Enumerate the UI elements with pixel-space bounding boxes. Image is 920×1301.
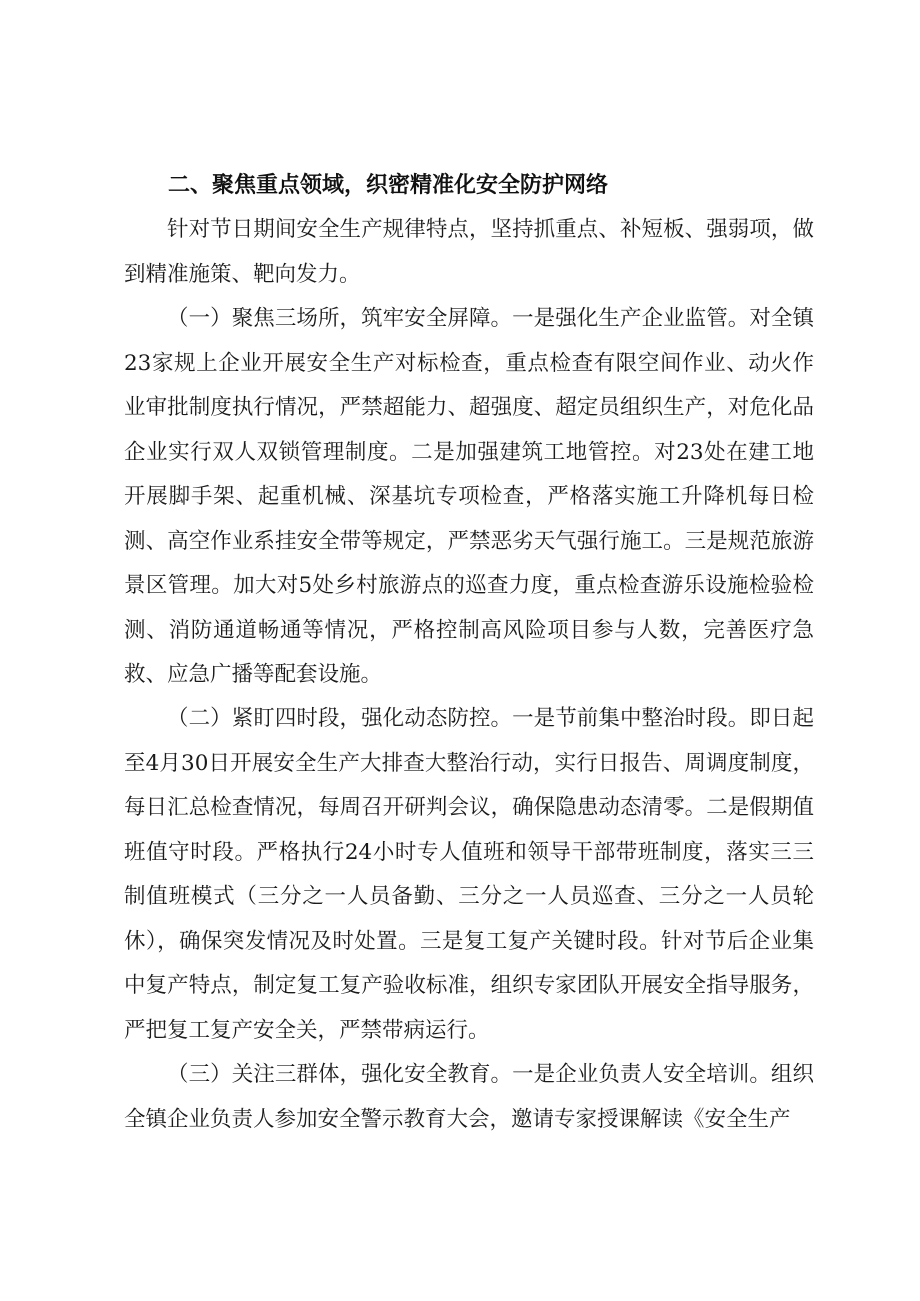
paragraph-four-periods: （二）紧盯四时段，强化动态防控。一是节前集中整治时段。即日起至4月30日开展安全生产大排查大整治行动，实行日报告、周调度制度，每日汇总检查情况，每周召开研判会议，确保隐患动态清零。二是假期值班值守时段。严格执行24小时专人值班和领导干部带班制度，落实三三制值班模式（三分之一人员备勤、三分之一人员巡查、三分之一人员轮休），确保突发情况及时处置。三是复工复产关键时段。针对节后企业集中复产特点，制定复工复产验收标准，组织专家团队开展安全指导服务，严把复工复产安全关，严禁带病运行。	[124, 706, 814, 1043]
paragraph-three-sites: （一）聚焦三场所，筑牢安全屏障。一是强化生产企业监管。对全镇23家规上企业开展安全生产对标检查，重点检查有限空间作业、动火作业审批制度执行情况，严禁超能力、超强度、超定员组织生产，对危化品企业实行双人双锁管理制度。二是加强建筑工地管控。对23处在建工地开展脚手架、起重机械、深基坑专项检查，严格落实施工升降机每日检测、高空作业系挂安全带等规定，严禁恶劣天气强行施工。三是规范旅游景区管理。加大对5处乡村旅游点的巡查力度，重点检查游乐设施检验检测、消防通道畅通等情况，严格控制高风险项目参与人数，完善医疗急救、应急广播等配套设施。	[124, 306, 814, 687]
paragraph-three-groups: （三）关注三群体，强化安全教育。一是企业负责人安全培训。组织全镇企业负责人参加安全警示教育大会，邀请专家授课解读《安全生产	[124, 1062, 814, 1132]
paragraph-intro: 针对节日期间安全生产规律特点，坚持抓重点、补短板、强弱项，做到精准施策、靶向发力。	[124, 217, 814, 287]
section-heading: 二、聚焦重点领域，织密精准化安全防护网络	[168, 173, 609, 198]
